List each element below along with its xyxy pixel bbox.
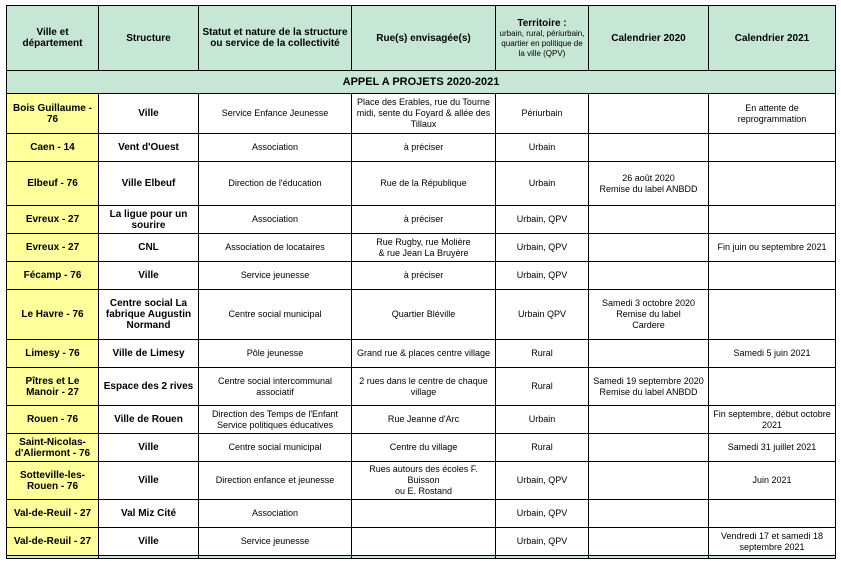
cell-calendar-2021[interactable]: Fin septembre, début octobre 2021 (709, 406, 836, 434)
cell-calendar-2020[interactable] (589, 500, 709, 528)
section-title[interactable]: APPEL A PROJETS 2020-2021 (7, 71, 836, 94)
cell-calendar-2021[interactable]: Fin juin ou septembre 2021 (709, 234, 836, 262)
cell-structure[interactable]: Ville (99, 462, 199, 500)
cell-statut[interactable]: Service jeunesse (199, 262, 352, 290)
cell-ville[interactable]: Limesy - 76 (7, 340, 99, 368)
header-row (7, 6, 836, 71)
cell-structure[interactable]: Ville (99, 528, 199, 556)
header-structure[interactable]: Structure (99, 6, 199, 71)
cell-calendar-2020[interactable] (589, 434, 709, 462)
cell-rues[interactable]: Quartier Bléville (352, 290, 496, 340)
cell-rues[interactable] (352, 528, 496, 556)
cell-calendar-2020[interactable] (589, 206, 709, 234)
cell-structure[interactable]: La ligue pour un sourire (99, 206, 199, 234)
cell-calendar-2021[interactable] (709, 134, 836, 162)
cell-ville[interactable]: Pîtres et Le Manoir - 27 (7, 368, 99, 406)
header-ville[interactable]: Ville et département (7, 6, 99, 71)
cell-ville[interactable]: Bois Guillaume - 76 (7, 94, 99, 134)
cell-territoire[interactable]: Rural (496, 368, 589, 406)
cell-calendar-2021[interactable] (709, 500, 836, 528)
cell-territoire[interactable]: Périurbain (496, 94, 589, 134)
cell-territoire[interactable]: Urbain, QPV (496, 500, 589, 528)
cell-structure[interactable]: Ville (99, 94, 199, 134)
table-row (7, 162, 836, 206)
cell-ville[interactable]: Val-de-Reuil - 27 (7, 500, 99, 528)
cell-rues[interactable]: Rue Jeanne d'Arc (352, 406, 496, 434)
cell-calendar-2021[interactable] (709, 262, 836, 290)
cell-rues[interactable]: à préciser (352, 206, 496, 234)
tail-cell (709, 556, 836, 559)
table-row (7, 406, 836, 434)
table-row (7, 500, 836, 528)
cell-calendar-2021[interactable]: En attente de reprogrammation (709, 94, 836, 134)
cell-calendar-2021[interactable] (709, 162, 836, 206)
table-row (7, 528, 836, 556)
cell-territoire[interactable]: Urbain (496, 134, 589, 162)
cell-structure[interactable]: Ville (99, 434, 199, 462)
section-row (7, 71, 836, 94)
cell-calendar-2020[interactable] (589, 94, 709, 134)
cell-structure[interactable]: Ville (99, 262, 199, 290)
cell-calendar-2020[interactable]: Samedi 19 septembre 2020 Remise du label ANBDD (589, 368, 709, 406)
cell-structure[interactable]: Espace des 2 rives (99, 368, 199, 406)
cell-statut[interactable]: Association de locataires (199, 234, 352, 262)
cell-ville[interactable]: Evreux - 27 (7, 234, 99, 262)
table-row (7, 462, 836, 500)
cell-calendar-2021[interactable]: Vendredi 17 et samedi 18 septembre 2021 (709, 528, 836, 556)
cell-statut[interactable]: Association (199, 500, 352, 528)
cell-statut[interactable]: Pôle jeunesse (199, 340, 352, 368)
table-row (7, 262, 836, 290)
cell-structure[interactable]: Val Miz Cité (99, 500, 199, 528)
cell-territoire[interactable]: Rural (496, 434, 589, 462)
cell-calendar-2021[interactable] (709, 290, 836, 340)
header-calendar-2021[interactable]: Calendrier 2021 (709, 6, 836, 71)
header-rues[interactable]: Rue(s) envisagée(s) (352, 6, 496, 71)
cell-ville[interactable]: Saint-Nicolas-d'Aliermont - 76 (7, 434, 99, 462)
cell-territoire[interactable]: Urbain, QPV (496, 462, 589, 500)
cell-calendar-2021[interactable]: Samedi 31 juillet 2021 (709, 434, 836, 462)
cell-ville[interactable]: Fécamp - 76 (7, 262, 99, 290)
cell-calendar-2020[interactable] (589, 134, 709, 162)
cell-statut[interactable]: Centre social municipal (199, 290, 352, 340)
cell-territoire[interactable]: Urbain (496, 406, 589, 434)
cell-ville[interactable]: Rouen - 76 (7, 406, 99, 434)
cell-statut[interactable]: Service Enfance Jeunesse (199, 94, 352, 134)
cell-calendar-2021[interactable] (709, 206, 836, 234)
cell-rues[interactable]: Rue Rugby, rue Molière & rue Jean La Bruyère (352, 234, 496, 262)
cell-ville[interactable]: Elbeuf - 76 (7, 162, 99, 206)
cell-calendar-2020[interactable] (589, 340, 709, 368)
cell-rues[interactable] (352, 500, 496, 528)
cell-ville[interactable]: Sotteville-les-Rouen - 76 (7, 462, 99, 500)
cell-territoire[interactable]: Urbain (496, 162, 589, 206)
cell-rues[interactable]: Rues autours des écoles F. Buisson ou E. Rostand (352, 462, 496, 500)
projects-table (6, 5, 836, 559)
table-row (7, 134, 836, 162)
cell-rues[interactable]: à préciser (352, 134, 496, 162)
cell-structure[interactable]: Ville de Rouen (99, 406, 199, 434)
cell-ville[interactable]: Evreux - 27 (7, 206, 99, 234)
cell-territoire[interactable]: Urbain, QPV (496, 234, 589, 262)
tail-cell (99, 556, 199, 559)
cell-territoire[interactable]: Urbain, QPV (496, 262, 589, 290)
cell-rues[interactable]: Rue de la République (352, 162, 496, 206)
cell-statut[interactable]: Association (199, 134, 352, 162)
tail-cell (199, 556, 352, 559)
cell-statut[interactable]: Centre social municipal (199, 434, 352, 462)
cell-structure[interactable]: Vent d'Ouest (99, 134, 199, 162)
cell-calendar-2020[interactable] (589, 262, 709, 290)
table-row (7, 206, 836, 234)
tail-cell (496, 556, 589, 559)
tail-cell (589, 556, 709, 559)
table-tail-row (7, 556, 836, 559)
table-row (7, 234, 836, 262)
cell-statut[interactable]: Direction enfance et jeunesse (199, 462, 352, 500)
cell-rues[interactable]: 2 rues dans le centre de chaque village (352, 368, 496, 406)
cell-rues[interactable]: à préciser (352, 262, 496, 290)
cell-calendar-2020[interactable] (589, 234, 709, 262)
cell-rues[interactable]: Centre du village (352, 434, 496, 462)
cell-structure[interactable]: Ville Elbeuf (99, 162, 199, 206)
cell-territoire[interactable]: Urbain QPV (496, 290, 589, 340)
cell-territoire[interactable]: Urbain, QPV (496, 528, 589, 556)
header-territoire-detail: urbain, rural, périurbain, quartier en politique de la ville (QPV) (499, 28, 585, 58)
table-row (7, 434, 836, 462)
header-calendar-2020[interactable]: Calendrier 2020 (589, 6, 709, 71)
cell-rues[interactable]: Place des Erables, rue du Tourne midi, sente du Foyard & allée des Tillaux (352, 94, 496, 134)
cell-structure[interactable]: Ville de Limesy (99, 340, 199, 368)
cell-ville[interactable]: Val-de-Reuil - 27 (7, 528, 99, 556)
cell-territoire[interactable]: Rural (496, 340, 589, 368)
tail-cell (352, 556, 496, 559)
cell-territoire[interactable]: Urbain, QPV (496, 206, 589, 234)
cell-statut[interactable]: Centre social intercommunal associatif (199, 368, 352, 406)
table-row (7, 290, 836, 340)
cell-calendar-2021[interactable] (709, 368, 836, 406)
cell-structure[interactable]: CNL (99, 234, 199, 262)
table-row (7, 340, 836, 368)
header-territoire[interactable] (496, 6, 589, 71)
cell-calendar-2020[interactable]: Samedi 3 octobre 2020 Remise du label Cardere (589, 290, 709, 340)
cell-calendar-2021[interactable]: Samedi 5 juin 2021 (709, 340, 836, 368)
cell-calendar-2020[interactable] (589, 462, 709, 500)
cell-statut[interactable]: Direction de l'éducation (199, 162, 352, 206)
header-statut[interactable]: Statut et nature de la structure ou service de la collectivité (199, 6, 352, 71)
cell-calendar-2020[interactable]: 26 août 2020 Remise du label ANBDD (589, 162, 709, 206)
header-territoire-title: Territoire : (517, 17, 567, 29)
table-row (7, 368, 836, 406)
table-row (7, 94, 836, 134)
tail-cell (7, 556, 99, 559)
cell-statut[interactable]: Association (199, 206, 352, 234)
cell-statut[interactable]: Direction des Temps de l'Enfant Service politiques éducatives (199, 406, 352, 434)
cell-structure[interactable]: Centre social La fabrique Augustin Normand (99, 290, 199, 340)
cell-calendar-2020[interactable] (589, 406, 709, 434)
cell-calendar-2020[interactable] (589, 528, 709, 556)
cell-rues[interactable]: Grand rue & places centre village (352, 340, 496, 368)
cell-statut[interactable]: Service jeunesse (199, 528, 352, 556)
cell-calendar-2021[interactable]: Juin 2021 (709, 462, 836, 500)
cell-ville[interactable]: Le Havre - 76 (7, 290, 99, 340)
cell-ville[interactable]: Caen - 14 (7, 134, 99, 162)
